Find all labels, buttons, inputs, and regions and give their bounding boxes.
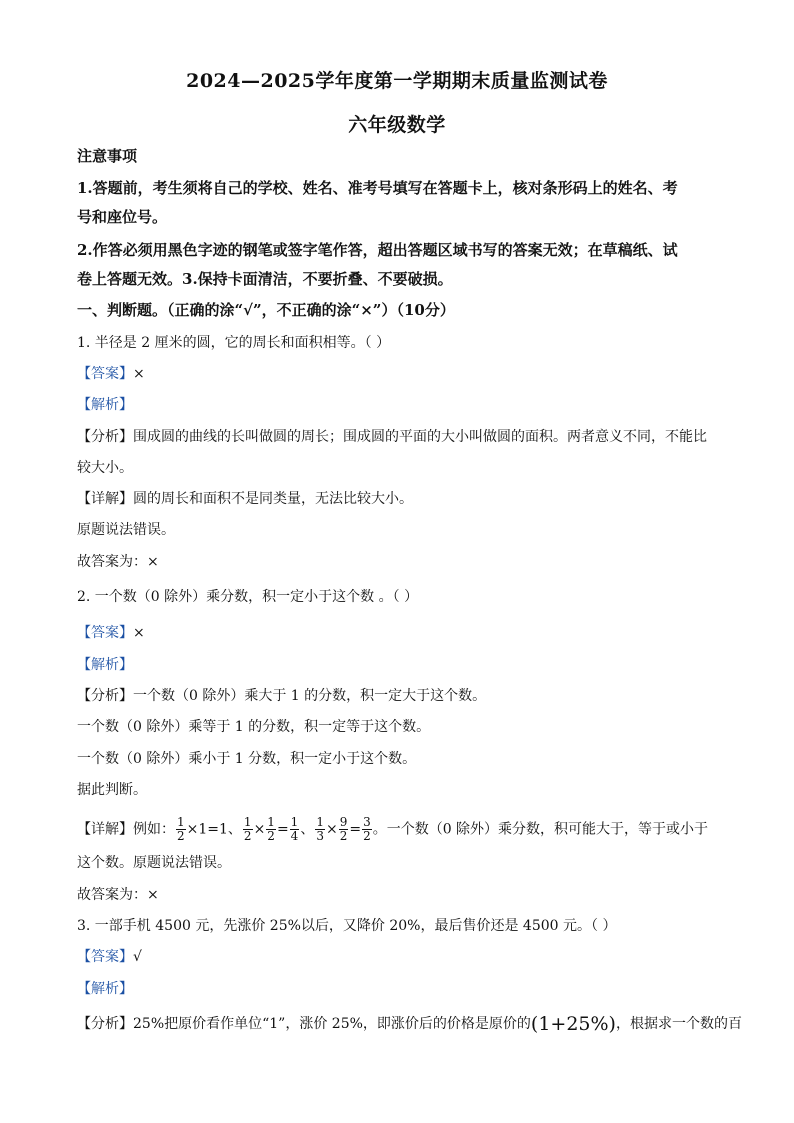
final-label: 故答案为： bbox=[77, 554, 147, 570]
equals-sign: = bbox=[349, 821, 362, 838]
q1-conclusion: 原题说法错误。 bbox=[77, 522, 175, 538]
answer-label: 【答案】 bbox=[77, 366, 133, 382]
fraction: $\frac{9}{2}$ bbox=[339, 815, 348, 843]
notes-line-3: 2.作答必须用黑色字迹的钢笔或签字笔作答，超出答题区域书写的答案无效；在草稿纸、试 bbox=[77, 241, 678, 259]
q1-analysis-label: 【解析】 bbox=[77, 397, 133, 413]
fraction: $\frac{3}{2}$ bbox=[363, 815, 371, 843]
q3-fenxi-text-a: 25%把原价看作单位“1”，涨价 25%，即涨价后的价格是原价的 bbox=[133, 1016, 531, 1032]
q1-fenxi-cont: 较大小。 bbox=[77, 460, 133, 476]
equals-sign: = bbox=[276, 821, 289, 838]
q1-question: 1. 半径是 2 厘米的圆，它的周长和面积相等。（ ） bbox=[77, 335, 391, 351]
q1-detail-row bbox=[77, 489, 722, 509]
fenxi-label: 【分析】 bbox=[77, 1016, 133, 1032]
q3-fenxi-row bbox=[77, 1013, 742, 1035]
fraction: $\frac{1}{2}$ bbox=[177, 815, 185, 843]
q1-fenxi-text: 围成圆的曲线的长叫做圆的周长；围成圆的平面的大小叫做圆的面积。两者意义不同，不能比 bbox=[133, 429, 707, 445]
final-label: 故答案为： bbox=[77, 887, 147, 903]
expr-text: ×1=1、 bbox=[186, 821, 242, 838]
detail-label: 【详解】 bbox=[77, 491, 133, 507]
fraction: $\frac{1}{4}$ bbox=[290, 815, 299, 843]
q2-detail-tail: 。一个数（0 除外）乘分数，积可能大于，等于或小于 bbox=[372, 821, 709, 838]
q2-detail-prefix: 例如： bbox=[133, 821, 175, 838]
q2-detail-row bbox=[77, 816, 722, 843]
q3-analysis-label: 【解析】 bbox=[77, 981, 133, 997]
q1-final-row bbox=[77, 552, 722, 572]
q1-answer-row bbox=[77, 364, 722, 384]
section-heading: 一、判断题。（正确的涂“√”，不正确的涂“×”）（10分） bbox=[77, 301, 455, 319]
q1-fenxi-row bbox=[77, 427, 722, 447]
q1-answer-value: × bbox=[133, 366, 145, 382]
q2-detail-cont: 这个数。原题说法错误。 bbox=[77, 855, 231, 871]
q2-fenxi-row bbox=[77, 686, 722, 706]
notes-line-1: 1.答题前，考生须将自己的学校、姓名、准考号填写在答题卡上，核对条形码上的姓名、考 bbox=[77, 179, 678, 197]
exam-title: 2024—2025学年度第一学期期末质量监测试卷 bbox=[186, 70, 608, 92]
fenxi-label: 【分析】 bbox=[77, 429, 133, 445]
q1-detail-text: 圆的周长和面积不是同类量，无法比较大小。 bbox=[133, 491, 413, 507]
q3-answer-value: √ bbox=[133, 949, 142, 965]
fraction: $\frac{1}{2}$ bbox=[243, 815, 252, 843]
notes-heading: 注意事项 bbox=[77, 147, 138, 165]
q3-fenxi-text-b: ，根据求一个数的百 bbox=[615, 1016, 742, 1032]
q2-fenxi-text: 一个数（0 除外）乘大于 1 的分数，积一定大于这个数。 bbox=[133, 688, 487, 704]
answer-label: 【答案】 bbox=[77, 949, 133, 965]
notes-line-4: 卷上答题无效。3.保持卡面清洁，不要折叠、不要破损。 bbox=[77, 270, 453, 288]
q2-analysis-label: 【解析】 bbox=[77, 657, 133, 673]
q2-final-value: × bbox=[147, 887, 159, 903]
q3-fenxi-paren: (1+25%) bbox=[530, 1013, 616, 1035]
q2-fenxi-line-3: 一个数（0 除外）乘小于 1 分数，积一定小于这个数。 bbox=[77, 751, 417, 767]
times-sign: × bbox=[325, 821, 338, 838]
q2-answer-value: × bbox=[133, 625, 145, 641]
fraction: $\frac{1}{3}$ bbox=[316, 815, 324, 843]
q2-question: 2. 一个数（0 除外）乘分数，积一定小于这个数 。（ ） bbox=[77, 589, 419, 605]
notes-line-2: 号和座位号。 bbox=[77, 208, 168, 226]
fraction: $\frac{1}{2}$ bbox=[267, 815, 275, 843]
expr-text: 、 bbox=[300, 821, 315, 838]
detail-label: 【详解】 bbox=[77, 821, 133, 838]
q2-final-row bbox=[77, 885, 722, 905]
q1-final-value: × bbox=[147, 554, 159, 570]
q3-question: 3. 一部手机 4500 元，先涨价 25%以后，又降价 20%，最后售价还是 4500 元。（ ） bbox=[77, 918, 617, 934]
fenxi-label: 【分析】 bbox=[77, 688, 133, 704]
q2-answer-row bbox=[77, 623, 722, 643]
times-sign: × bbox=[253, 821, 266, 838]
q2-fenxi-line-4: 据此判断。 bbox=[77, 782, 147, 798]
q2-fenxi-line-2: 一个数（0 除外）乘等于 1 的分数，积一定等于这个数。 bbox=[77, 719, 431, 735]
exam-subtitle: 六年级数学 bbox=[348, 114, 446, 136]
answer-label: 【答案】 bbox=[77, 625, 133, 641]
q3-answer-row bbox=[77, 947, 722, 967]
